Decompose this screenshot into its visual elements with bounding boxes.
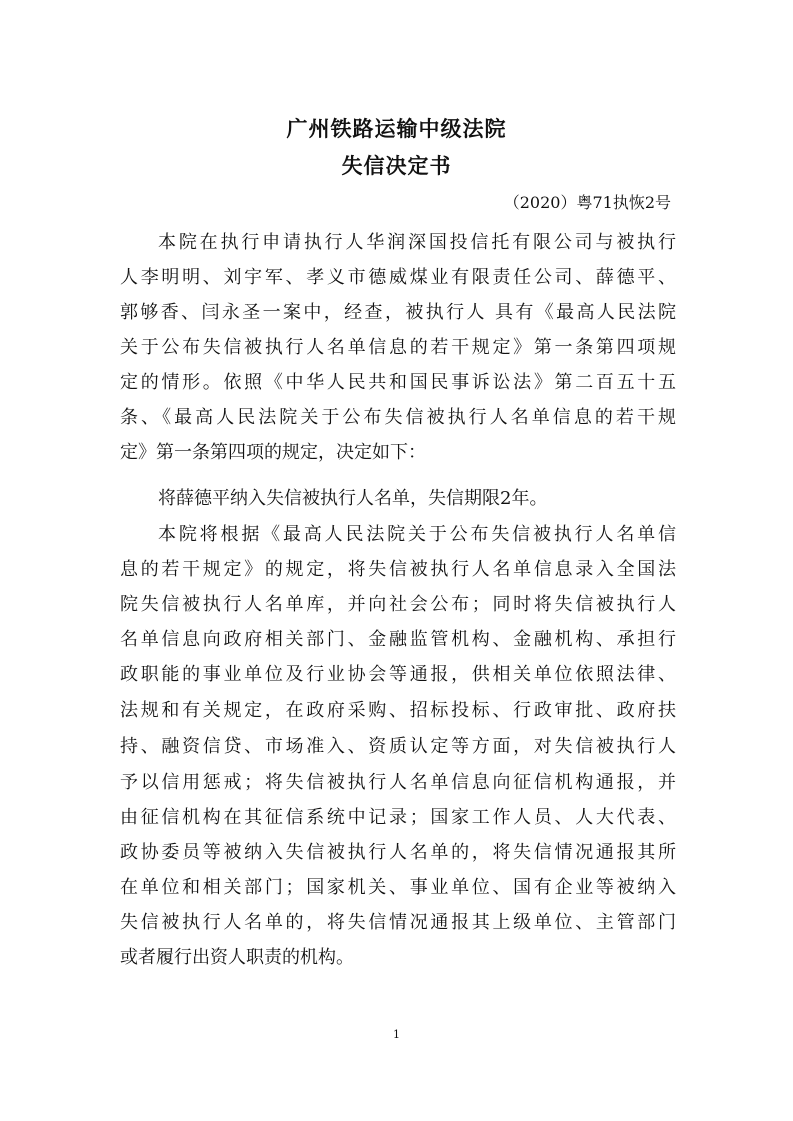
court-name-title: 广州铁路运输中级法院 <box>286 117 507 141</box>
paragraph-line: 由征信机构在其征信系统中记录；国家工作人员、人大代表、 <box>120 807 676 828</box>
paragraph-line: 持、融资信贷、市场准入、资质认定等方面，对失信被执行人 <box>120 736 676 757</box>
paragraph-line: 政职能的事业单位及行业协会等通报，供相关单位依照法律、 <box>120 664 676 685</box>
paragraph-line: 政协委员等被纳入失信被执行人名单的，将失信情况通报其所 <box>120 842 676 863</box>
paragraph-line: 院失信被执行人名单库，并向社会公布；同时将失信被执行人 <box>120 594 676 615</box>
paragraph-line: 定的情形。依照《中华人民共和国民事诉讼法》第二百五十五 <box>120 372 676 393</box>
paragraph-line: 法规和有关规定，在政府采购、招标投标、行政审批、政府扶 <box>120 700 676 721</box>
page-number: 1 <box>393 1028 400 1041</box>
case-number: （2020）粤71执恢2号 <box>503 193 671 212</box>
paragraph-line: 息的若干规定》的规定，将失信被执行人名单信息录入全国法 <box>120 559 676 580</box>
paragraph-line: 予以信用惩戒；将失信被执行人名单信息向征信机构通报，并 <box>120 772 676 793</box>
document-title: 失信决定书 <box>341 154 452 178</box>
paragraph-line: 关于公布失信被执行人名单信息的若干规定》第一条第四项规 <box>120 337 676 358</box>
paragraph-line: 名单信息向政府相关部门、金融监管机构、金融机构、承担行 <box>120 629 676 650</box>
paragraph-line: 本院在执行申请执行人华润深国投信托有限公司与被执行 <box>158 232 676 253</box>
paragraph-line: 郭够香、闫永圣一案中，经查，被执行人 具有《最高人民法院 <box>120 302 676 323</box>
paragraph-line: 人李明明、刘宇军、孝义市德威煤业有限责任公司、薛德平、 <box>120 267 676 288</box>
paragraph-line: 本院将根据《最高人民法院关于公布失信被执行人名单信 <box>158 524 676 545</box>
paragraph-line: 失信被执行人名单的，将失信情况通报其上级单位、主管部门 <box>120 912 676 933</box>
paragraph-line: 或者履行出资人职责的机构。 <box>120 947 354 968</box>
decision-line: 将薛德平纳入失信被执行人名单，失信期限2年。 <box>158 488 548 509</box>
paragraph-line: 条、《最高人民法院关于公布失信被执行人名单信息的若干规 <box>120 407 676 428</box>
paragraph-line: 在单位和相关部门；国家机关、事业单位、国有企业等被纳入 <box>120 877 676 898</box>
paragraph-line: 定》第一条第四项的规定，决定如下： <box>120 442 426 463</box>
